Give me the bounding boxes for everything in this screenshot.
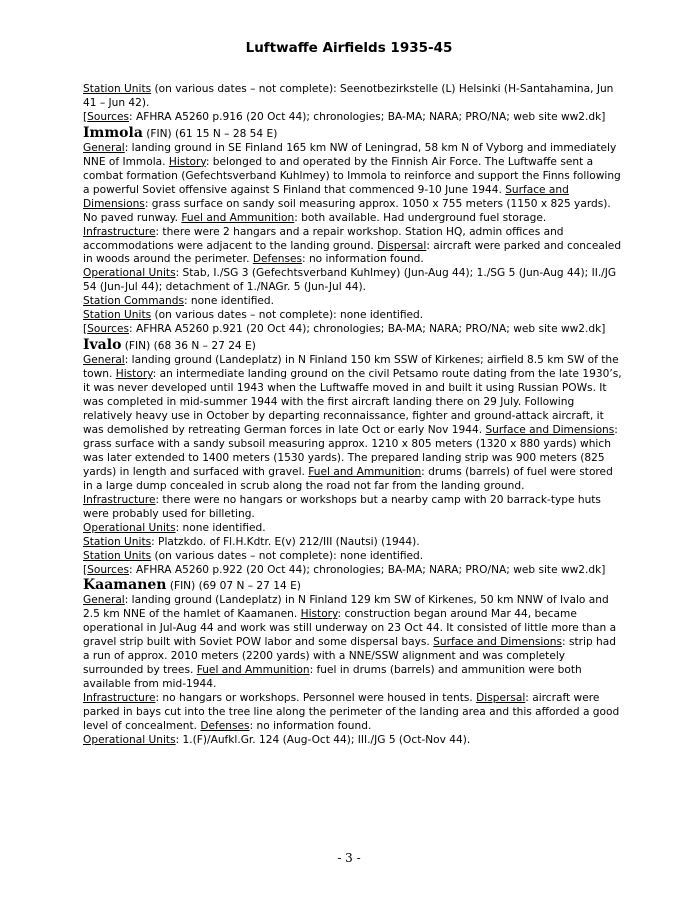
- operational-units-paragraph: [83, 734, 623, 748]
- sources-text: : AFHRA A5260 p.922 (20 Oct 44); chronologies; BA-MA; NARA; PRO/NA; web site ww2.dk]: [129, 563, 606, 576]
- history-label: History: [300, 608, 338, 621]
- entry-heading-immola: [83, 125, 623, 142]
- surface-text: : grass surface on sandy soil measuring approx. 1050 x 755 meters (1150 x 825 yards). No paved runway.: [83, 197, 611, 224]
- infrastructure-text: : no hangars or workshops. Personnel were housed in tents.: [155, 692, 477, 705]
- fuel-label: Fuel and Ammunition: [196, 664, 310, 677]
- surface-text: : strip had a run of approx. 2010 meters (2200 yards) with a NNE/SSW alignment and was completely surrounded by trees.: [83, 636, 616, 677]
- entry-name: Kaamanen: [83, 577, 167, 594]
- infrastructure-label: Infrastructure: [83, 493, 156, 506]
- defenses-label: Defenses: [252, 253, 303, 266]
- sources-text: : AFHRA A5260 p.916 (20 Oct 44); chronologies; BA-MA; NARA; PRO/NA; web site ww2.dk]: [129, 110, 606, 123]
- entry-description-kaamanen: [83, 594, 623, 692]
- history-label: History: [168, 155, 206, 168]
- operational-units-paragraph: [83, 522, 623, 536]
- infrastructure-paragraph: [83, 692, 623, 734]
- station-units-label: Station Units: [83, 535, 152, 548]
- defenses-text: : no information found.: [249, 720, 372, 733]
- station-units-text: (on various dates – not complete): Seenotbezirkstelle (L) Helsinki (H-Santahamina, Jun 41 – Jun 42).: [83, 83, 614, 109]
- sources-bracket: [: [83, 323, 88, 336]
- sources-label: Sources: [87, 563, 130, 576]
- general-label: General: [83, 141, 125, 154]
- surface-label: Surface and Dimensions: [83, 183, 569, 210]
- fuel-text: : fuel in drums (barrels) and ammunition were both available from mid-1944.: [83, 664, 582, 691]
- infrastructure-text: : there were 2 hangars and a repair workshop. Station HQ, admin offices and accommodations were adjacent to the landing ground.: [83, 225, 564, 252]
- history-text: : an intermediate landing ground on the civil Petsamo route dating from the late 1930’s, it was never developed until 1943 when the Luftwaffe moved in and built it using Russian POWs. It was completed in mid-summer 1944 with the first aircraft landing there on 29 July. Following relatively heavy use in October by departing reconnaissance, fighter and ground-attack aircraft, it was demolished by retreating German forces in late Oct or early Nov 1944.: [83, 368, 622, 436]
- entry-coordinates: (FIN) (61 15 N – 28 54 E): [142, 127, 278, 140]
- operational-units-label: Operational Units: [83, 521, 176, 534]
- general-text: : landing ground (Landeplatz) in N Finland 129 km SW of Kirkenes, 50 km NNW of Ivalo and 2.5 km NNE of the hamlet of Kaamanen.: [83, 594, 609, 621]
- defenses-text: : no information found.: [302, 253, 424, 266]
- station-units-text: (on various dates – not complete): none identified.: [151, 309, 424, 322]
- entry-name: Immola: [83, 124, 143, 141]
- fuel-text: : both available. Had underground fuel storage.: [294, 211, 547, 224]
- entry-heading-kaamanen: [83, 577, 623, 594]
- surface-text: : grass surface with a sandy subsoil measuring approx. 1210 x 805 meters (1320 x 880 yards) which was later extended to 1400 meters (1530 yards). The prepared landing strip was 900 meters (825 yards) in length and surfaced with gravel.: [83, 423, 618, 478]
- general-text: : landing ground in SE Finland 165 km NW of Leningrad, 58 km N of Vyborg and immediately NNE of Immola.: [83, 141, 617, 168]
- station-units-paragraph: [83, 83, 623, 111]
- dispersal-text: : aircraft were parked and concealed in woods around the perimeter.: [83, 239, 622, 266]
- general-label: General: [83, 594, 125, 607]
- sources-label: Sources: [87, 110, 130, 123]
- dispersal-label: Dispersal: [377, 239, 427, 252]
- station-units-text: : Platzkdo. of Fl.H.Kdtr. E(v) 212/III (Nautsi) (1944).: [151, 535, 420, 548]
- sources-text: : AFHRA A5260 p.921 (20 Oct 44); chronologies; BA-MA; NARA; PRO/NA; web site ww2.dk]: [129, 323, 606, 336]
- fuel-label: Fuel and Ammunition: [308, 465, 422, 478]
- fuel-label: Fuel and Ammunition: [181, 211, 295, 224]
- infrastructure-text: : there were no hangars or workshops but a nearby camp with 20 barrack-type huts were probably used for billeting.: [83, 493, 601, 520]
- entry-coordinates: (FIN) (68 36 N – 27 24 E): [121, 340, 256, 353]
- station-commands-label: Station Commands: [83, 295, 184, 308]
- entry-coordinates: (FIN) (69 07 N – 27 14 E): [166, 580, 301, 593]
- infrastructure-label: Infrastructure: [83, 692, 156, 705]
- entry-description-ivalo: [83, 354, 623, 494]
- history-label: History: [115, 368, 153, 381]
- defenses-label: Defenses: [200, 720, 250, 733]
- operational-units-text: : none identified.: [175, 521, 266, 534]
- dispersal-text: : aircraft were parked in bays cut into the tree line along the perimeter of the landing area and this afforded a good level of concealment.: [83, 692, 620, 733]
- document-title: Luftwaffe Airfields 1935-45: [245, 40, 453, 56]
- sources-bracket: [: [83, 563, 88, 576]
- history-text: : belonged to and operated by the Finnish Air Force. The Luftwaffe sent a combat formation (Gefechtsverband Kuhlmey) to Immola to reinforce and support the Finns following a powerful Soviet offensive against S Finland that commenced 9-10 June 1944.: [83, 155, 621, 196]
- operational-units-paragraph: [83, 267, 623, 295]
- entry-name: Ivalo: [83, 337, 122, 354]
- entry-heading-ivalo: [83, 337, 623, 354]
- document-body: [83, 83, 623, 748]
- fuel-text: : drums (barrels) of fuel were stored in a large dump concealed in scrub along the road not far from the landing ground.: [83, 465, 613, 492]
- sources-paragraph: [83, 564, 623, 578]
- station-units-label: Station Units: [83, 549, 152, 562]
- infrastructure-paragraph: [83, 494, 623, 522]
- page-number: - 3 -: [337, 851, 361, 865]
- sources-label: Sources: [87, 323, 130, 336]
- station-units-label: Station Units: [83, 309, 152, 322]
- dispersal-label: Dispersal: [476, 692, 526, 705]
- station-units-paragraph: [83, 536, 623, 550]
- station-commands-text: : none identified.: [184, 295, 275, 308]
- station-commands-paragraph: [83, 295, 623, 309]
- general-text: : landing ground (Landeplatz) in N Finland 150 km SSW of Kirkenes; airfield 8.5 km SW of the town.: [83, 354, 619, 381]
- sources-paragraph: [83, 111, 623, 125]
- operational-units-label: Operational Units: [83, 733, 176, 746]
- station-units-paragraph: [83, 309, 623, 323]
- sources-paragraph: [83, 323, 623, 337]
- history-text: : construction began around Mar 44, became operational in Jul-Aug 44 and work was still underway on 23 Oct 44. It consisted of little more than a gravel strip built with Soviet POW labor and some dispersal bays.: [83, 608, 617, 649]
- general-label: General: [83, 354, 125, 367]
- surface-label: Surface and Dimensions: [433, 636, 563, 649]
- operational-units-label: Operational Units: [83, 267, 176, 280]
- entry-description-immola: [83, 142, 623, 268]
- station-units-text: (on various dates – not complete): none identified.: [151, 549, 424, 562]
- sources-bracket: [: [83, 110, 88, 123]
- station-units-label: Station Units: [83, 83, 152, 95]
- operational-units-text: : Stab, I./SG 3 (Gefechtsverband Kuhlmey) (Jun-Aug 44); 1./SG 5 (Jun-Aug 44); II./JG 54 (Jun-Jul 44); detachment of 1./NAGr. 5 (Jun-Jul 44).: [83, 267, 617, 294]
- surface-label: Surface and Dimensions: [485, 423, 615, 436]
- infrastructure-label: Infrastructure: [83, 225, 156, 238]
- operational-units-text: : 1.(F)/Aufkl.Gr. 124 (Aug-Oct 44); III./JG 5 (Oct-Nov 44).: [175, 733, 471, 746]
- station-units-paragraph: [83, 550, 623, 564]
